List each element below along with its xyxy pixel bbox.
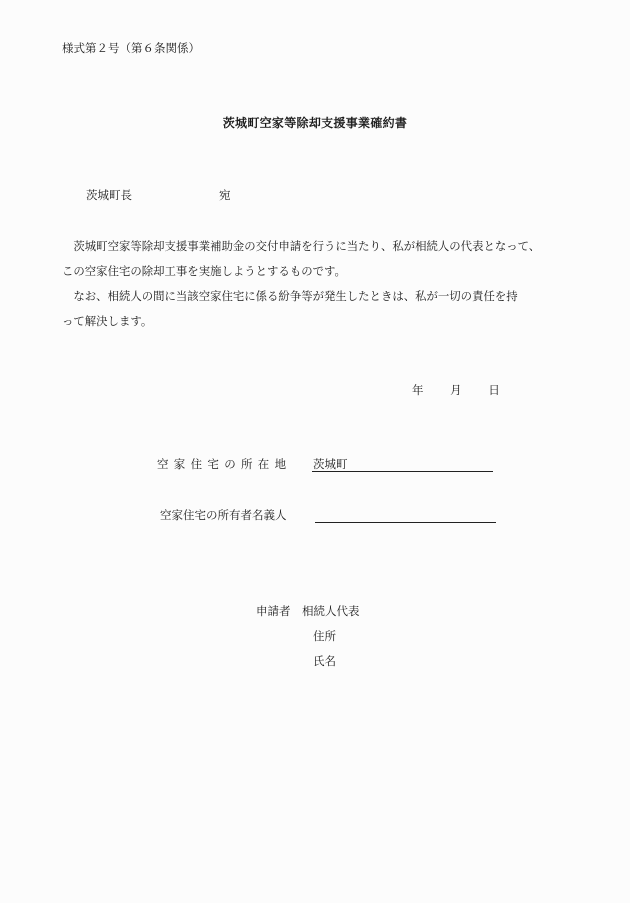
paragraph-1-line-1: 茨城町空家等除却支援事業補助金の交付申請を行うに当たり、私が相続人の代表となって、 [62, 239, 541, 253]
applicant-address-label: 住所 [313, 629, 336, 643]
paragraph-2-line-2: って解決します。 [62, 314, 153, 328]
form-number: 様式第２号（第６条関係） [62, 41, 200, 55]
paragraph-1-line-2: この空家住宅の除却工事を実施しようとするものです。 [62, 264, 346, 278]
paragraph-2-line-1: なお、相続人の間に当該空家住宅に係る紛争等が発生したときは、私が一切の責任を持 [62, 289, 518, 303]
property-owner-field[interactable] [315, 507, 496, 523]
date-month: 月 [450, 383, 462, 397]
addressee-name: 茨城町長 [86, 188, 132, 202]
applicant-name-label: 氏名 [313, 654, 336, 668]
date-line [412, 382, 500, 398]
body-paragraph-2 [62, 284, 518, 334]
date-day: 日 [488, 383, 500, 397]
addressee-suffix: 宛 [219, 188, 231, 202]
property-location-field[interactable] [312, 456, 493, 472]
applicant-label: 申請者 相続人代表 [256, 604, 360, 618]
document-title: 茨城町空家等除却支援事業確約書 [222, 116, 408, 130]
property-owner-label: 空家住宅の所有者名義人 [160, 508, 287, 522]
date-year: 年 [412, 383, 424, 397]
property-location-value: 茨城町 [313, 457, 348, 471]
body-paragraph-1 [62, 234, 540, 284]
property-location-label: 空家住宅の所在地 [157, 457, 292, 471]
